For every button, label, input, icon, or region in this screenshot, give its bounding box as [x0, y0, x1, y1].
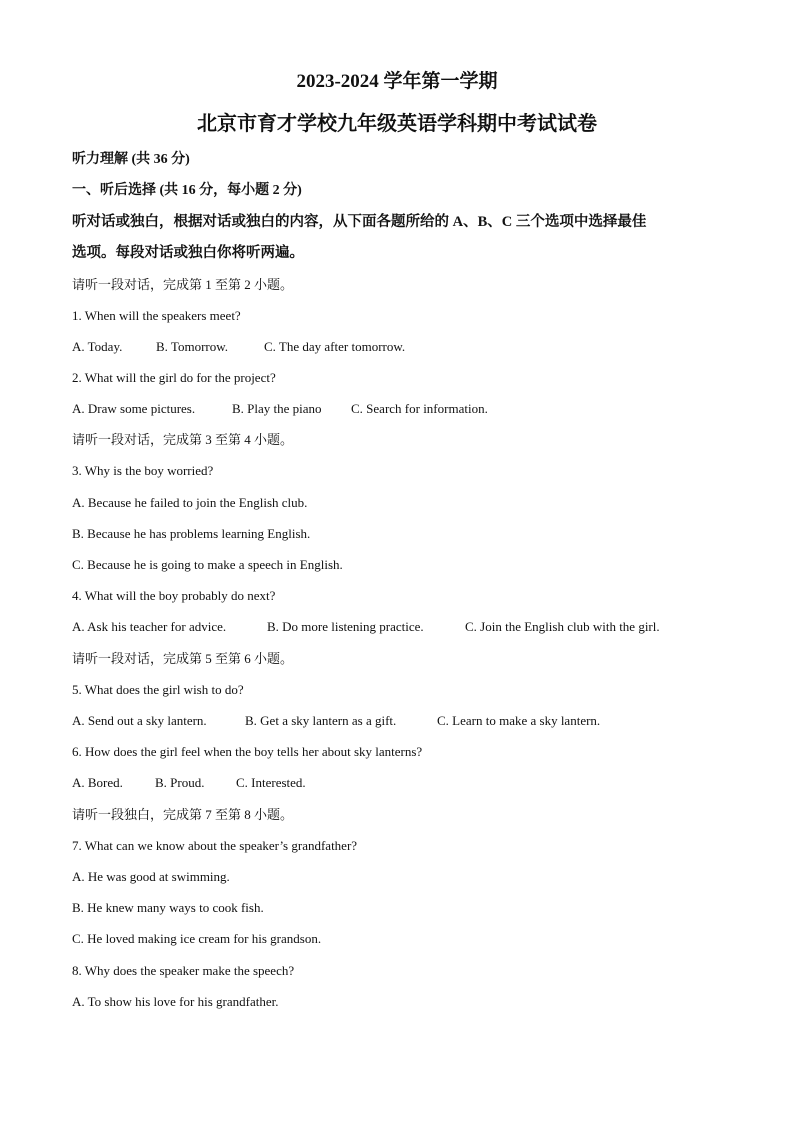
option-c: C. Interested. — [236, 775, 306, 790]
option-b: B. Proud. — [155, 775, 205, 790]
question-text: 1. When will the speakers meet? — [72, 308, 241, 323]
option-b: B. Because he has problems learning English. — [72, 526, 311, 541]
option-c: C. Search for information. — [351, 401, 488, 416]
option-c: C. Because he is going to make a speech in English. — [72, 557, 343, 572]
option-c: C. The day after tomorrow. — [264, 339, 406, 354]
option-a: A. Bored. — [72, 775, 123, 790]
listening-prompt: 请听一段独白，完成第 7 至第 8 小题。 — [72, 807, 294, 822]
option-a: A. Today. — [72, 339, 123, 354]
option-c: C. He loved making ice cream for his grandson. — [72, 931, 322, 946]
option-b: B. He knew many ways to cook fish. — [72, 900, 264, 915]
instructions-line-1: 听对话或独白，根据对话或独白的内容，从下面各题所给的 A、B、C 三个选项中选择最佳 — [72, 214, 647, 230]
option-c: C. Learn to make a sky lantern. — [437, 713, 601, 728]
question-text: 4. What will the boy probably do next? — [72, 588, 276, 603]
page-title-exam: 北京市育才学校九年级英语学科期中考试试卷 — [197, 113, 597, 135]
option-a: A. Ask his teacher for advice. — [72, 619, 227, 634]
option-b: B. Tomorrow. — [156, 339, 229, 354]
option-b: B. Play the piano — [232, 401, 322, 416]
option-a: A. Send out a sky lantern. — [72, 713, 207, 728]
option-a: A. To show his love for his grandfather. — [72, 994, 279, 1009]
question-text: 8. Why does the speaker make the speech? — [72, 963, 295, 978]
question-text: 2. What will the girl do for the project? — [72, 370, 276, 385]
section-heading: 听力理解 (共 36 分) — [72, 152, 190, 167]
option-a: A. Draw some pictures. — [72, 401, 196, 416]
option-a: A. He was good at swimming. — [72, 869, 230, 884]
option-c: C. Join the English club with the girl. — [465, 619, 660, 634]
page-title-year: 2023-2024 学年第一学期 — [296, 71, 498, 92]
listening-prompt: 请听一段对话，完成第 3 至第 4 小题。 — [72, 432, 294, 447]
option-a: A. Because he failed to join the English club. — [72, 495, 308, 510]
question-text: 7. What can we know about the speaker’s grandfather? — [72, 838, 358, 853]
instructions-line-2: 选项。每段对话或独白你将听两遍。 — [72, 245, 304, 261]
question-text: 6. How does the girl feel when the boy tells her about sky lanterns? — [72, 744, 423, 759]
question-text: 5. What does the girl wish to do? — [72, 682, 244, 697]
option-b: B. Get a sky lantern as a gift. — [245, 713, 397, 728]
option-b: B. Do more listening practice. — [267, 619, 424, 634]
listening-prompt: 请听一段对话，完成第 5 至第 6 小题。 — [72, 651, 294, 666]
listening-prompt: 请听一段对话，完成第 1 至第 2 小题。 — [72, 277, 294, 292]
question-text: 3. Why is the boy worried? — [72, 463, 214, 478]
subsection-heading: 一、听后选择 (共 16 分，每小题 2 分) — [72, 183, 302, 198]
